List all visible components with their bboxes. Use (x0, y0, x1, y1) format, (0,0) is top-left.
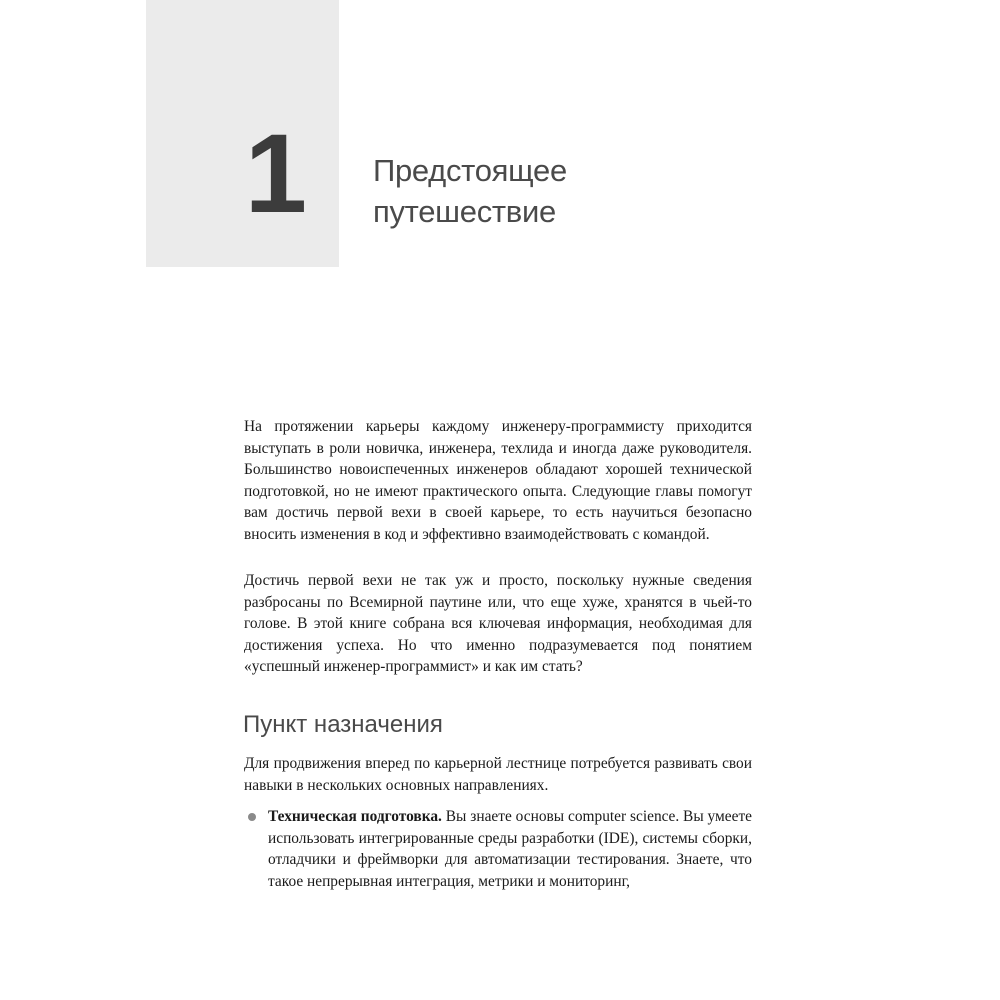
bullet-list (244, 806, 752, 892)
chapter-title (373, 150, 567, 232)
chapter-number-block (146, 0, 339, 267)
bullet-dot-icon (248, 813, 256, 821)
bullet-text: Вы знаете основы computer science. Вы умеете использовать интегрированные среды разработки (IDE), системы сборки, отладчики и фреймворки для автоматизации тестирования. Знаете, что такое непрерывная интеграция, метрики и мониторинг, (268, 808, 752, 890)
chapter-title-line-1: Предстоящее (373, 153, 567, 188)
paragraph-2: Достичь первой вехи не так уж и просто, поскольку нужные сведения разбросаны по Всемирной паутине или, что еще хуже, хранятся в чьей-то голове. В этой книге собрана вся ключевая информация, необходимая для достижения успеха. Но что именно подразумевается под понятием «успешный инженер-программист» и как им стать? (244, 572, 752, 675)
chapter-number: 1 (244, 111, 303, 236)
section-heading: Пункт назначения (243, 711, 443, 738)
paragraph-1: На протяжении карьеры каждому инженеру-программисту приходится выступать в роли новичка, инженера, техлида и иногда даже руководителя. Большинство новоиспеченных инженеров обладают хорошей технической подготовкой, но не имеют практического опыта. Следующие главы помогут вам достичь первой вехи в своей карьере, то есть научиться безопасно вносить изменения в код и эффективно взаимодействовать с командой. (244, 418, 752, 543)
section-intro: Для продвижения вперед по карьерной лестнице потребуется развивать свои навыки в нескольких основных направлениях. (244, 755, 752, 794)
bullet-item (244, 806, 752, 892)
chapter-title-line-2: путешествие (373, 194, 556, 229)
bullet-term: Техническая подготовка. (268, 808, 442, 825)
